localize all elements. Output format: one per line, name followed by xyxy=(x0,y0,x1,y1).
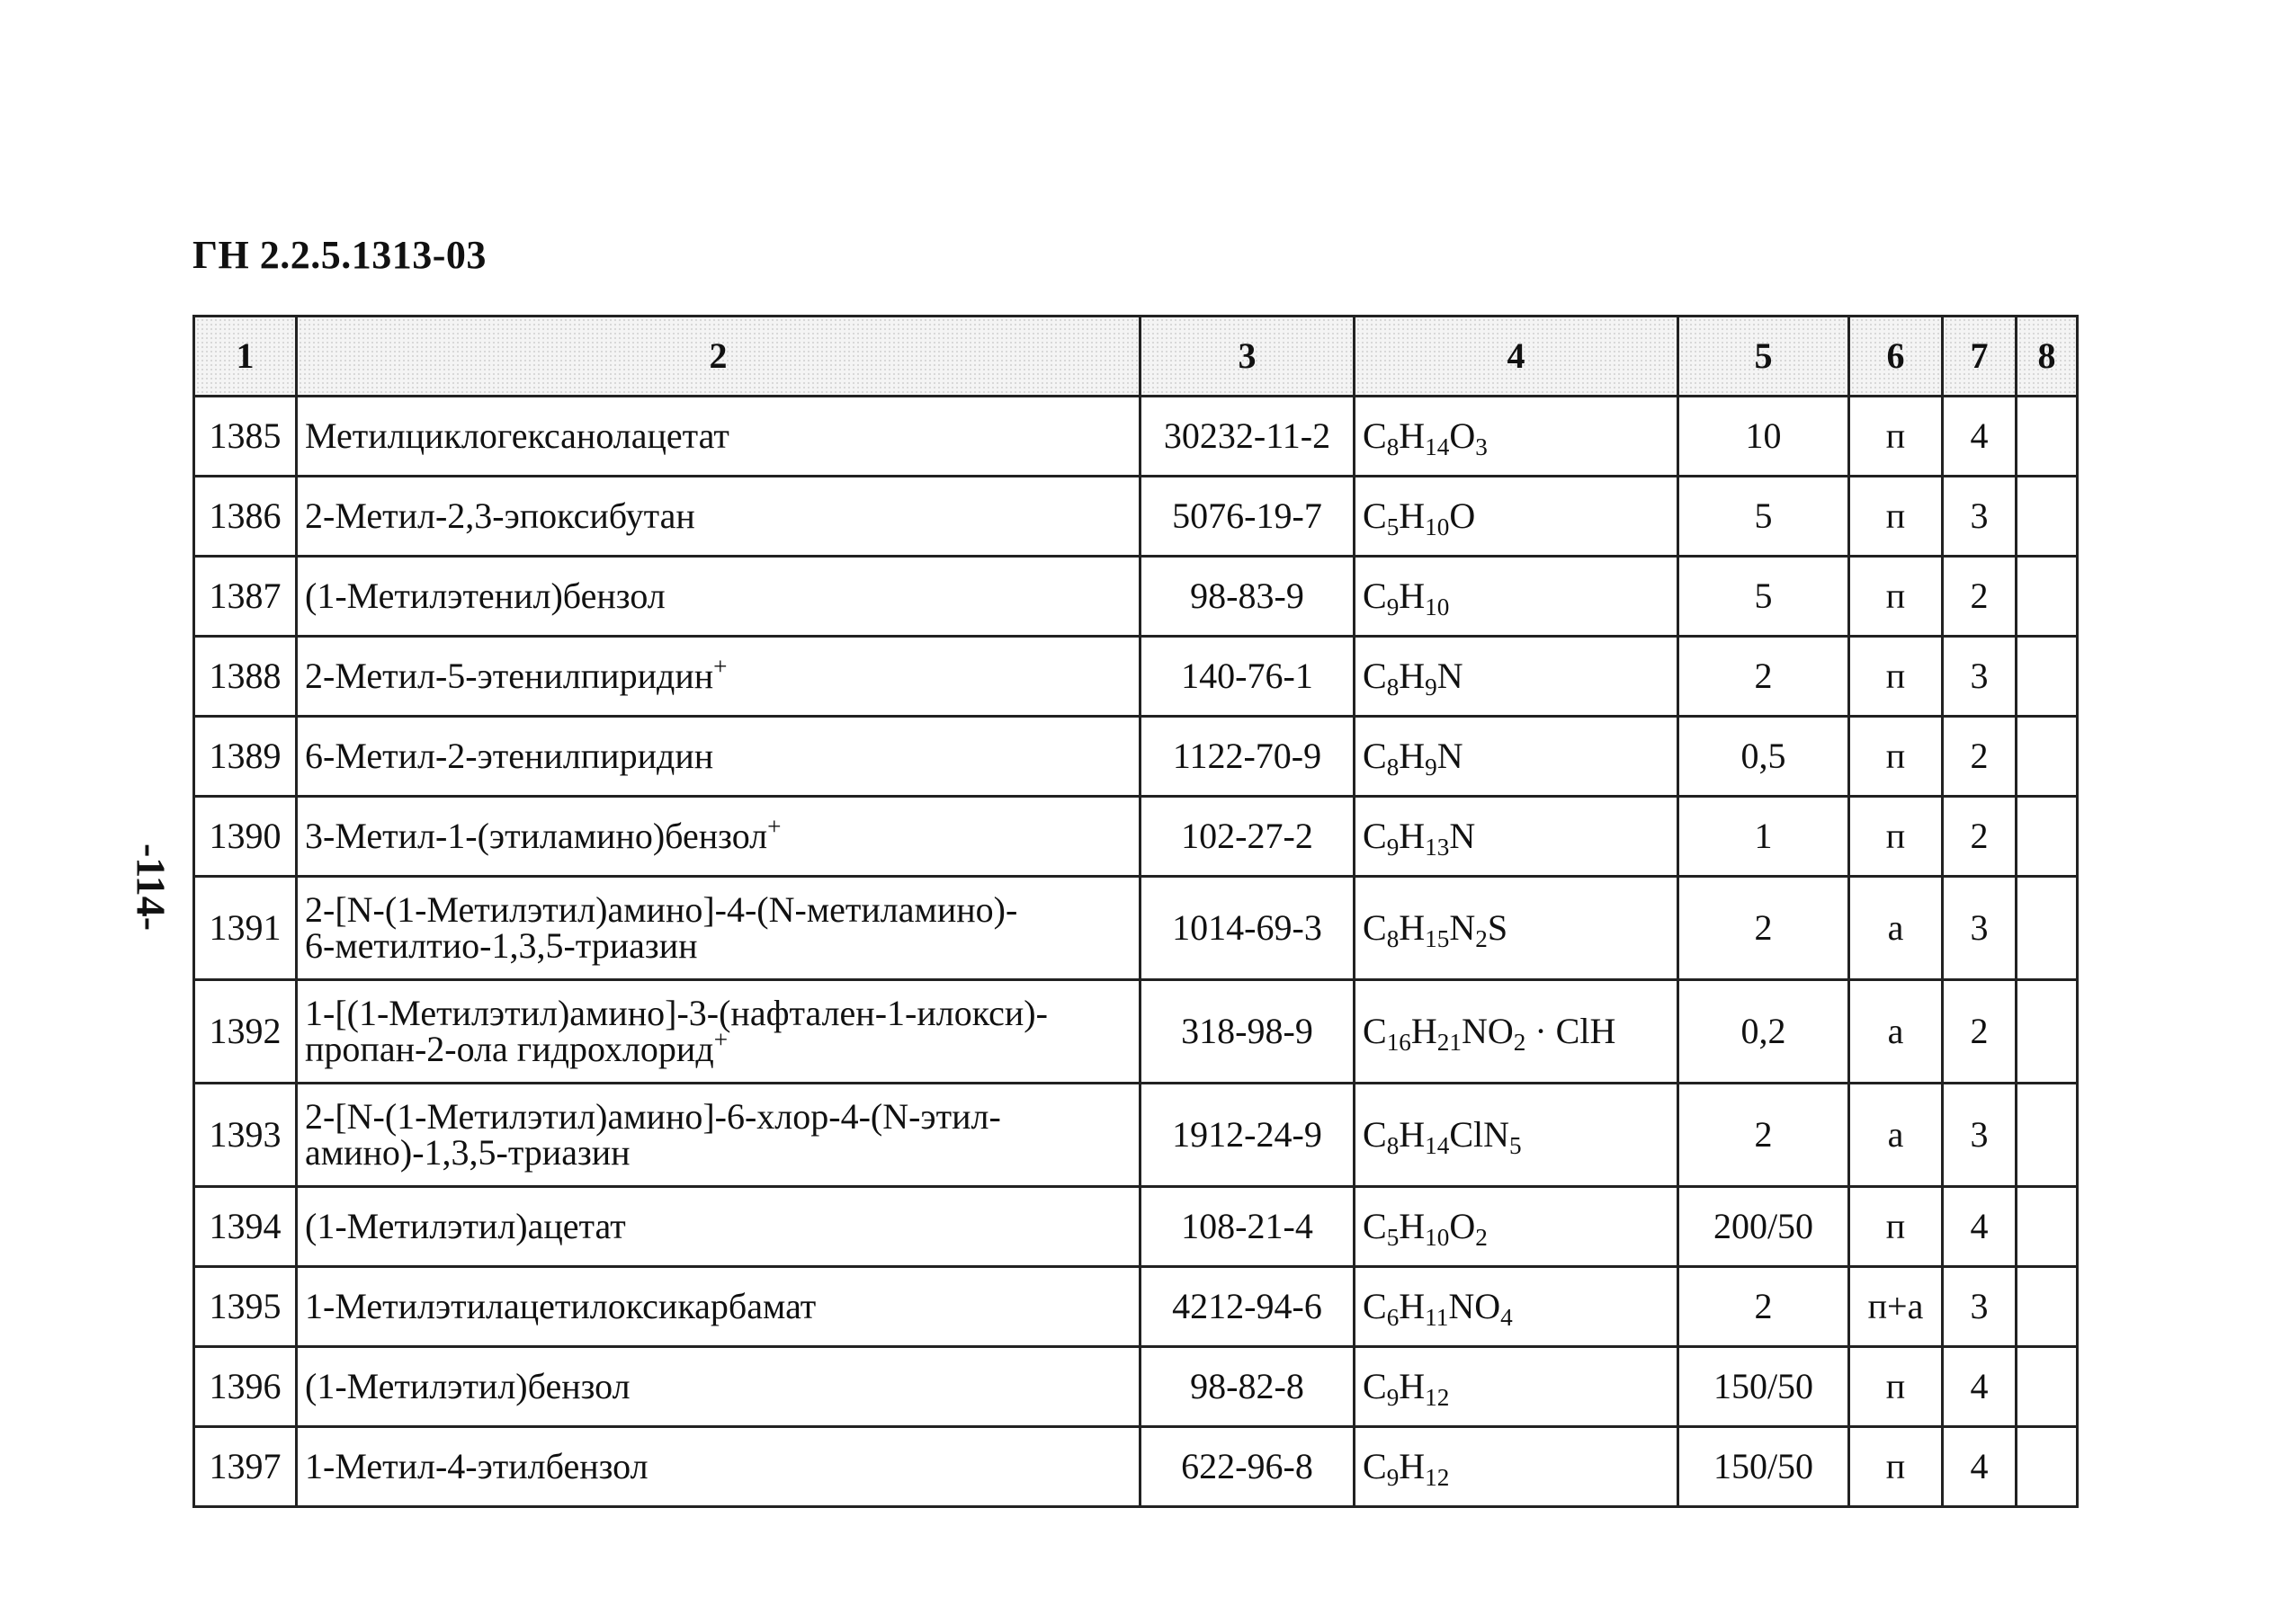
substance-name-text: (1-Метилэтенил)бензол xyxy=(305,576,666,616)
formula-subscript: 8 xyxy=(1386,674,1400,701)
hazard-class: 2 xyxy=(1943,557,2017,637)
formula-element: C xyxy=(1363,1446,1387,1486)
hazard-class: 2 xyxy=(1943,717,2017,797)
substance-name-text: 3-Метил-1-(этиламино)бензол xyxy=(305,816,768,856)
note-cell xyxy=(2017,557,2078,637)
formula-element: C xyxy=(1363,1286,1387,1326)
limit-value: 200/50 xyxy=(1678,1187,1849,1267)
substance-name-text: амино)-1,3,5-триазин xyxy=(305,1132,631,1173)
limit-value: 150/50 xyxy=(1678,1347,1849,1427)
formula-subscript: 8 xyxy=(1386,1132,1400,1160)
document-code: ГН 2.2.5.1313-03 xyxy=(192,233,487,277)
note-cell xyxy=(2017,637,2078,717)
formula-element: C xyxy=(1363,1114,1387,1155)
formula-element: H xyxy=(1399,415,1426,456)
substance-number: 1397 xyxy=(194,1427,297,1507)
table-row xyxy=(194,397,2078,477)
formula-subscript: 3 xyxy=(1475,433,1488,461)
substance-name-line xyxy=(305,925,1132,966)
formula-subscript: 5 xyxy=(1509,1132,1522,1160)
formula-subscript: 15 xyxy=(1425,925,1450,953)
formula-subscript: 14 xyxy=(1425,433,1450,461)
substance-name xyxy=(297,1187,1140,1267)
cas-number: 5076-19-7 xyxy=(1140,477,1355,557)
limit-value: 2 xyxy=(1678,637,1849,717)
substance-number: 1392 xyxy=(194,980,297,1084)
substance-name-text: 2-[N-(1-Метилэтил)амино]-4-(N-метиламино)- xyxy=(305,889,1018,930)
formula-element: H xyxy=(1399,736,1426,776)
column-header: 8 xyxy=(2017,317,2078,397)
formula-element: H xyxy=(1410,1011,1437,1051)
formula-subscript: 5 xyxy=(1386,1224,1400,1252)
aggregate-state: п xyxy=(1849,1427,1943,1507)
formula-subscript: 9 xyxy=(1425,754,1437,781)
chemical-formula xyxy=(1355,1084,1678,1187)
substance-number: 1388 xyxy=(194,637,297,717)
table-row xyxy=(194,980,2078,1084)
table-row xyxy=(194,1187,2078,1267)
formula-element: S xyxy=(1487,907,1508,948)
formula-element: C xyxy=(1363,656,1387,696)
substance-name-text: 6-метилтио-1,3,5-триазин xyxy=(305,925,698,966)
chemical-formula xyxy=(1355,1267,1678,1347)
chemical-formula xyxy=(1355,797,1678,877)
cas-number: 1912-24-9 xyxy=(1140,1084,1355,1187)
formula-subscript: 13 xyxy=(1425,834,1450,861)
formula-subscript: 8 xyxy=(1386,754,1400,781)
formula-subscript: 10 xyxy=(1425,513,1450,541)
limit-value: 2 xyxy=(1678,1267,1849,1347)
cas-number: 1122-70-9 xyxy=(1140,717,1355,797)
table-row xyxy=(194,1267,2078,1347)
substance-name xyxy=(297,877,1140,980)
formula-element: C xyxy=(1363,576,1387,616)
column-header: 3 xyxy=(1140,317,1355,397)
formula-subscript: 10 xyxy=(1425,1224,1450,1252)
formula-subscript: 5 xyxy=(1386,513,1400,541)
substance-name-text: 2-[N-(1-Метилэтил)амино]-6-хлор-4-(N-этил- xyxy=(305,1096,1001,1137)
substance-name-line xyxy=(305,1026,1132,1069)
column-header: 4 xyxy=(1355,317,1678,397)
substance-name xyxy=(297,717,1140,797)
aggregate-state: а xyxy=(1849,1084,1943,1187)
formula-element: H xyxy=(1399,1286,1426,1326)
substance-name-text: 1-[(1-Метилэтил)амино]-3-(нафтален-1-илокси)- xyxy=(305,993,1048,1033)
cas-number: 140-76-1 xyxy=(1140,637,1355,717)
hazard-class: 3 xyxy=(1943,637,2017,717)
chemical-formula xyxy=(1355,1427,1678,1507)
note-cell xyxy=(2017,1347,2078,1427)
cas-number: 98-82-8 xyxy=(1140,1347,1355,1427)
substance-name-text: 1-Метил-4-этилбензол xyxy=(305,1446,649,1486)
formula-subscript: 9 xyxy=(1386,834,1400,861)
substance-number: 1391 xyxy=(194,877,297,980)
substance-name-text: 2-Метил-5-этенилпиридин xyxy=(305,656,714,696)
cas-number: 102-27-2 xyxy=(1140,797,1355,877)
limit-value: 2 xyxy=(1678,1084,1849,1187)
formula-subscript: 10 xyxy=(1425,593,1450,621)
substance-name-text: (1-Метилэтил)ацетат xyxy=(305,1206,626,1246)
note-cell xyxy=(2017,980,2078,1084)
cas-number: 30232-11-2 xyxy=(1140,397,1355,477)
formula-element: H xyxy=(1399,1114,1426,1155)
note-cell xyxy=(2017,797,2078,877)
hazard-class: 3 xyxy=(1943,477,2017,557)
substance-name xyxy=(297,1427,1140,1507)
hazard-class: 4 xyxy=(1943,397,2017,477)
aggregate-state: п+а xyxy=(1849,1267,1943,1347)
formula-element: H xyxy=(1399,1206,1426,1246)
column-header: 6 xyxy=(1849,317,1943,397)
aggregate-state: п xyxy=(1849,397,1943,477)
chemical-formula xyxy=(1355,1187,1678,1267)
formula-element: H xyxy=(1399,656,1426,696)
substance-number: 1393 xyxy=(194,1084,297,1187)
formula-element: C xyxy=(1363,415,1387,456)
formula-element: O xyxy=(1449,495,1476,536)
formula-element: NO xyxy=(1461,1011,1514,1051)
aggregate-state: а xyxy=(1849,877,1943,980)
formula-subscript: 14 xyxy=(1425,1132,1450,1160)
formula-element: O xyxy=(1449,415,1476,456)
limit-value: 5 xyxy=(1678,557,1849,637)
aggregate-state: п xyxy=(1849,1187,1943,1267)
formula-subscript: 2 xyxy=(1475,925,1488,953)
cas-number: 4212-94-6 xyxy=(1140,1267,1355,1347)
table-row xyxy=(194,1347,2078,1427)
table-row xyxy=(194,637,2078,717)
cas-number: 98-83-9 xyxy=(1140,557,1355,637)
formula-subscript: 9 xyxy=(1425,674,1437,701)
aggregate-state: п xyxy=(1849,637,1943,717)
chemical-formula xyxy=(1355,877,1678,980)
substance-name-line xyxy=(305,889,1132,930)
cas-number: 622-96-8 xyxy=(1140,1427,1355,1507)
note-cell xyxy=(2017,1267,2078,1347)
formula-subscript: 12 xyxy=(1425,1464,1450,1492)
chemical-formula xyxy=(1355,980,1678,1084)
limit-value: 1 xyxy=(1678,797,1849,877)
column-header: 2 xyxy=(297,317,1140,397)
formula-element: N xyxy=(1449,816,1476,856)
substance-name xyxy=(297,637,1140,717)
cas-number: 318-98-9 xyxy=(1140,980,1355,1084)
formula-element: O xyxy=(1449,1206,1476,1246)
note-cell xyxy=(2017,717,2078,797)
limit-value: 0,5 xyxy=(1678,717,1849,797)
formula-element: H xyxy=(1399,907,1426,948)
substance-name-text: пропан-2-ола гидрохлорид xyxy=(305,1029,714,1069)
formula-element: ClN xyxy=(1449,1114,1510,1155)
formula-element: N xyxy=(1436,656,1463,696)
formula-element: NO xyxy=(1448,1286,1501,1326)
substance-name-text: 6-Метил-2-этенилпиридин xyxy=(305,736,714,776)
formula-subscript: 9 xyxy=(1386,1464,1400,1492)
table-row xyxy=(194,877,2078,980)
plus-mark: + xyxy=(767,813,782,841)
formula-subscript: 6 xyxy=(1386,1304,1400,1332)
hazard-class: 2 xyxy=(1943,980,2017,1084)
substance-number: 1396 xyxy=(194,1347,297,1427)
substances-table xyxy=(192,315,2079,1508)
formula-subscript: 9 xyxy=(1386,1384,1400,1412)
cas-number: 1014-69-3 xyxy=(1140,877,1355,980)
formula-element: H xyxy=(1399,576,1426,616)
formula-subscript: 2 xyxy=(1475,1224,1488,1252)
substance-name-text: (1-Метилэтил)бензол xyxy=(305,1366,631,1406)
formula-element: H xyxy=(1399,495,1426,536)
substance-name xyxy=(297,397,1140,477)
table-row xyxy=(194,717,2078,797)
substance-name xyxy=(297,557,1140,637)
substance-name xyxy=(297,797,1140,877)
substance-number: 1395 xyxy=(194,1267,297,1347)
formula-subscript: 9 xyxy=(1386,593,1400,621)
formula-element: C xyxy=(1363,495,1387,536)
note-cell xyxy=(2017,397,2078,477)
aggregate-state: п xyxy=(1849,1347,1943,1427)
substance-name xyxy=(297,980,1140,1084)
chemical-formula xyxy=(1355,637,1678,717)
substance-name xyxy=(297,477,1140,557)
formula-subscript: 2 xyxy=(1513,1029,1526,1057)
note-cell xyxy=(2017,877,2078,980)
formula-element: C xyxy=(1363,736,1387,776)
substance-number: 1390 xyxy=(194,797,297,877)
note-cell xyxy=(2017,1187,2078,1267)
formula-subscript: 8 xyxy=(1386,433,1400,461)
substance-name xyxy=(297,1267,1140,1347)
formula-element: N xyxy=(1449,907,1476,948)
table-header-row xyxy=(194,317,2078,397)
formula-element: H xyxy=(1399,1366,1426,1406)
substance-name xyxy=(297,1084,1140,1187)
formula-subscript: 4 xyxy=(1500,1304,1513,1332)
note-cell xyxy=(2017,1427,2078,1507)
formula-subscript: 8 xyxy=(1386,925,1400,953)
chemical-formula xyxy=(1355,557,1678,637)
limit-value: 2 xyxy=(1678,877,1849,980)
formula-element: H xyxy=(1399,1446,1426,1486)
limit-value: 5 xyxy=(1678,477,1849,557)
aggregate-state: а xyxy=(1849,980,1943,1084)
table-row xyxy=(194,1084,2078,1187)
formula-element: C xyxy=(1363,1366,1387,1406)
formula-subscript: 11 xyxy=(1425,1304,1449,1332)
formula-subscript: 21 xyxy=(1436,1029,1462,1057)
aggregate-state: п xyxy=(1849,477,1943,557)
substance-name xyxy=(297,1347,1140,1427)
table-row xyxy=(194,557,2078,637)
formula-element: C xyxy=(1363,1011,1387,1051)
formula-element: N xyxy=(1436,736,1463,776)
substance-name-text: 2-Метил-2,3-эпоксибутан xyxy=(305,495,695,536)
substance-number: 1386 xyxy=(194,477,297,557)
chemical-formula xyxy=(1355,477,1678,557)
formula-element: H xyxy=(1399,816,1426,856)
limit-value: 150/50 xyxy=(1678,1427,1849,1507)
chemical-formula xyxy=(1355,717,1678,797)
formula-element: C xyxy=(1363,1206,1387,1246)
column-header: 1 xyxy=(194,317,297,397)
column-header: 5 xyxy=(1678,317,1849,397)
chemical-formula xyxy=(1355,397,1678,477)
substance-number: 1389 xyxy=(194,717,297,797)
hazard-class: 4 xyxy=(1943,1347,2017,1427)
note-cell xyxy=(2017,477,2078,557)
formula-subscript: 16 xyxy=(1386,1029,1411,1057)
formula-element: · ClH xyxy=(1525,1011,1616,1051)
formula-element: C xyxy=(1363,907,1387,948)
hazard-class: 4 xyxy=(1943,1187,2017,1267)
table-body xyxy=(194,397,2078,1507)
limit-value: 0,2 xyxy=(1678,980,1849,1084)
table-row xyxy=(194,1427,2078,1507)
table-row xyxy=(194,477,2078,557)
hazard-class: 3 xyxy=(1943,1084,2017,1187)
substance-number: 1394 xyxy=(194,1187,297,1267)
page-number: -114- xyxy=(128,843,174,932)
substance-name-line xyxy=(305,1132,1132,1173)
substance-number: 1387 xyxy=(194,557,297,637)
hazard-class: 2 xyxy=(1943,797,2017,877)
substance-name-line xyxy=(305,1096,1132,1137)
formula-subscript: 12 xyxy=(1425,1384,1450,1412)
substance-number: 1385 xyxy=(194,397,297,477)
note-cell xyxy=(2017,1084,2078,1187)
table-row xyxy=(194,797,2078,877)
formula-element: C xyxy=(1363,816,1387,856)
chemical-formula xyxy=(1355,1347,1678,1427)
column-header: 7 xyxy=(1943,317,2017,397)
aggregate-state: п xyxy=(1849,797,1943,877)
limit-value: 10 xyxy=(1678,397,1849,477)
plus-mark: + xyxy=(713,653,728,681)
hazard-class: 3 xyxy=(1943,877,2017,980)
hazard-class: 4 xyxy=(1943,1427,2017,1507)
substance-name-text: Метилциклогексанолацетат xyxy=(305,415,729,456)
cas-number: 108-21-4 xyxy=(1140,1187,1355,1267)
plus-mark: + xyxy=(713,1026,729,1054)
hazard-class: 3 xyxy=(1943,1267,2017,1347)
aggregate-state: п xyxy=(1849,557,1943,637)
substance-name-text: 1-Метилэтилацетилоксикарбамат xyxy=(305,1286,817,1326)
aggregate-state: п xyxy=(1849,717,1943,797)
